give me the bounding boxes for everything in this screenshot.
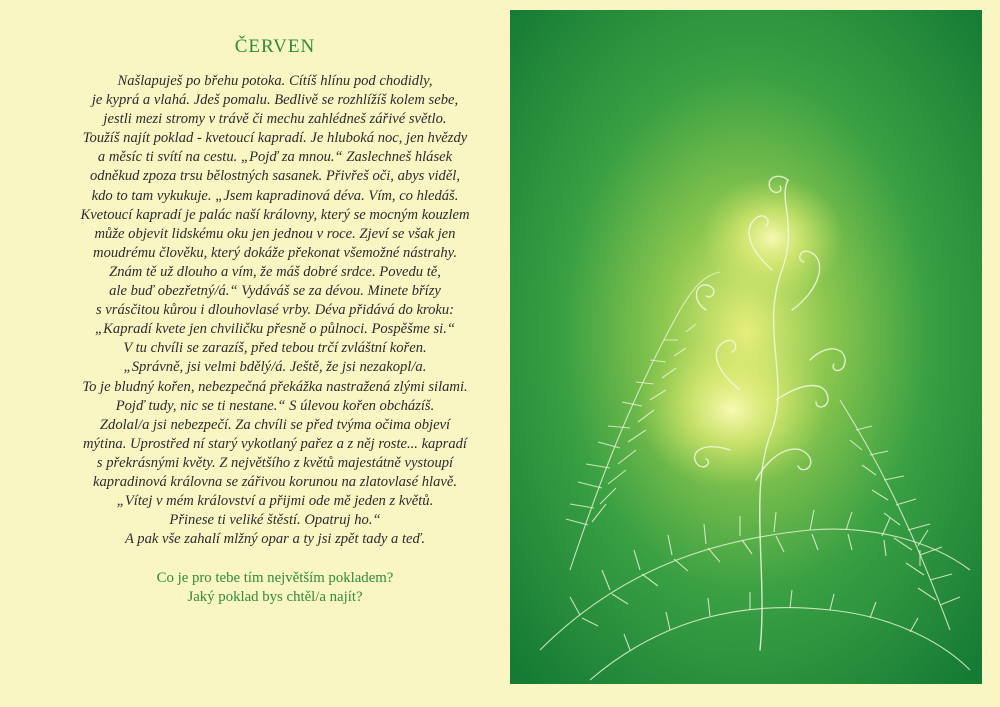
story-line: A pak vše zahalí mlžný opar a ty jsi zpět tady a teď.	[124, 531, 426, 548]
page-title: ČERVEN	[234, 36, 316, 57]
question-line: Jaký poklad bys chtěl/a najít?	[187, 589, 363, 606]
story-text	[40, 72, 510, 549]
story-line: Znám tě už dlouho a vím, že máš dobré srdce. Povedu tě,	[109, 263, 441, 280]
story-line: To je bludný kořen, nebezpečná překážka nastražená zlými silami.	[82, 378, 468, 395]
story-line: Přinese ti veliké štěstí. Opatruj ho.“	[169, 512, 381, 529]
story-line: Toužíš najít poklad - kvetoucí kapradí. Je hluboká noc, jen hvězdy	[82, 130, 468, 147]
story-line: „Správně, jsi velmi bdělý/á. Ještě, že jsi nezakopl/a.	[123, 359, 427, 376]
story-line: „Vítej v mém království a přijmi ode mě jeden z květů.	[116, 493, 434, 510]
fern-painting	[510, 10, 982, 684]
text-column	[40, 30, 510, 607]
story-line: ale buď obezřetný/á.“ Vydáváš se za dévou. Minete břízy	[109, 283, 441, 300]
story-line: odněkud zpoza trsu bělostných sasanek. Přivřeš oči, abys viděl,	[89, 168, 461, 185]
lower-glow	[637, 332, 827, 488]
story-line: Našlapuješ po břehu potoka. Cítíš hlínu pod chodidly,	[117, 73, 433, 89]
upper-glow	[700, 176, 844, 300]
story-line: moudrému člověku, který dokáže překonat všemožné nástrahy.	[93, 244, 457, 261]
story-line: může objevit lidskému oku jen jednou v roce. Zjeví se však jen	[94, 225, 456, 242]
reflection-questions	[40, 569, 510, 607]
fern-illustration	[510, 10, 982, 684]
story-line: je kyprá a vlahá. Jdeš pomalu. Bedlivě se rozhlížíš kolem sebe,	[91, 92, 459, 109]
story-line: kapradinová královna se zářivou korunou na zlatovlasé hlavě.	[93, 473, 457, 490]
story-line: mýtina. Uprostřed ní starý vykotlaný pařez a z něj roste... kapradí	[83, 435, 467, 452]
story-line: Pojď tudy, nic se ti nestane.“ S úlevou kořen obcházíš.	[115, 397, 435, 414]
story-line: jestli mezi stromy v trávě či mechu zahlédneš zářivé světlo.	[103, 111, 447, 128]
story-line: s vrásčitou kůrou i dlouhovlasé vrby. Déva přidává do kroku:	[95, 302, 455, 319]
story-line: kdo to tam vykukuje. „Jsem kapradinová déva. Vím, co hledáš.	[91, 187, 459, 204]
question-line: Co je pro tebe tím největším pokladem?	[156, 570, 394, 587]
story-line: Zdolal/a jsi nebezpečí. Za chvíli se před tvýma očima objeví	[99, 416, 451, 433]
story-line: Kvetoucí kapradí je palác naší královny, který se mocným kouzlem	[80, 206, 470, 223]
story-line: „Kapradí kvete jen chviličku přesně o půlnoci. Pospěšme si.“	[95, 321, 455, 338]
story-line: s překrásnými květy. Z největšího z květů majestátně vystoupí	[96, 454, 454, 471]
story-line: a měsíc ti svítí na cestu. „Pojď za mnou.“ Zaslechneš hlásek	[97, 149, 453, 166]
story-line: V tu chvíli se zarazíš, před tebou trčí zvláštní kořen.	[123, 340, 427, 357]
